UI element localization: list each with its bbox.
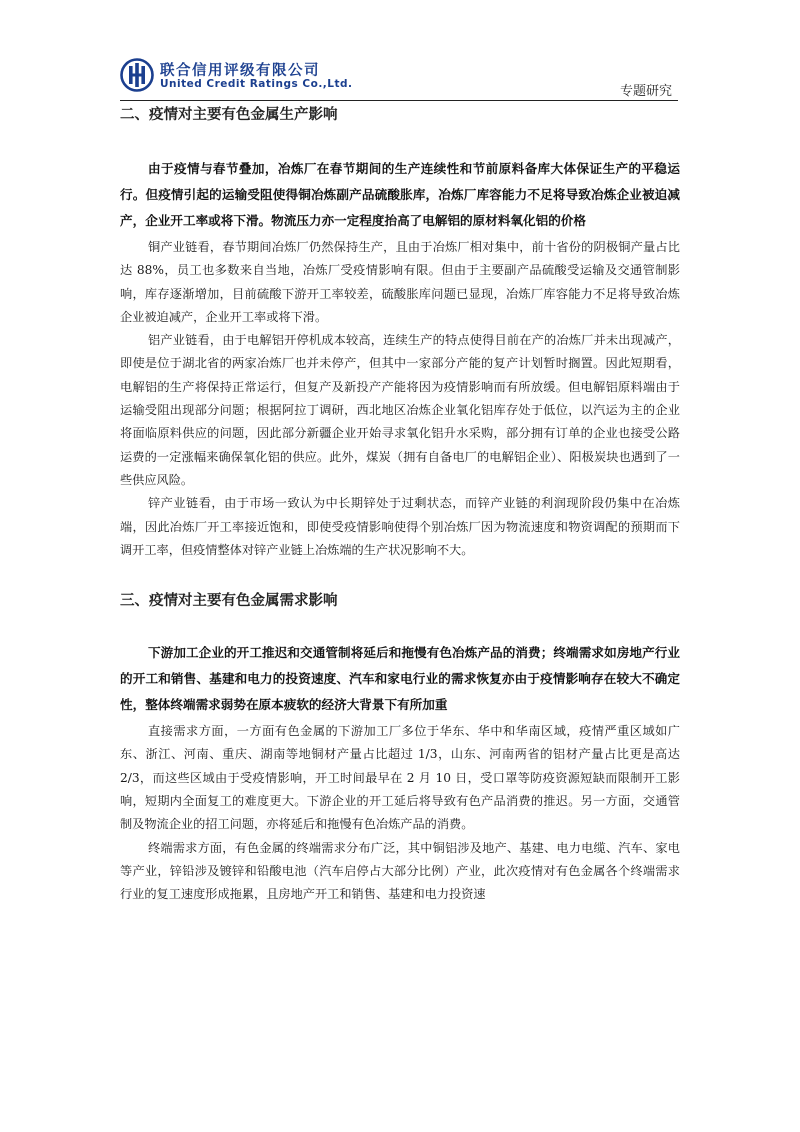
section-heading-production: 二、疫情对主要有色金属生产影响 <box>120 107 338 123</box>
document-body <box>120 104 680 907</box>
header-section-label: 专题研究 <box>619 84 672 99</box>
company-logo-icon <box>120 58 154 92</box>
section-heading-demand: 三、疫情对主要有色金属需求影响 <box>120 593 338 610</box>
paragraph-terminal-demand: 终端需求方面，有色金属的终端需求分布广泛，其中铜铝涉及地产、基建、电力电缆、汽车、家电等产业，锌铅涉及镀锌和铅酸电池（汽车启停占大部分比例）产业，此次疫情对有色金属各个终端需求行业的复工速度形成拖累，且房地产开工和销售、基建和电力投资速 <box>120 840 680 902</box>
header-divider <box>120 100 678 101</box>
paragraph-copy-industry: 铜产业链看，春节期间冶炼厂仍然保持生产，且由于冶炼厂相对集中，前十省份的阴极铜产量占比达 88%，员工也多数来自当地，冶炼厂受疫情影响有限。但由于主要副产品硫酸受运输及交通管制影响，库存逐渐增加，目前硫酸下游开工率较差，硫酸胀库问题已显现，冶炼厂库容能力不足将导致冶炼企业被迫减产，企业开工率或将下滑。 <box>120 240 680 324</box>
section-summary-demand: 下游加工企业的开工推迟和交通管制将延后和拖慢有色冶炼产品的消费；终端需求如房地产行业的开工和销售、基建和电力的投资速度、汽车和家电行业的需求恢复亦由于疫情影响存在较大不确定性，整体终端需求弱势在原本疲软的经济大背景下有所加重 <box>120 645 680 713</box>
page-header <box>120 56 678 102</box>
paragraph-direct-demand: 直接需求方面，一方面有色金属的下游加工厂多位于华东、华中和华南区域，疫情严重区域如广东、浙江、河南、重庆、湖南等地铜材产量占比超过 1/3，山东、河南两省的铝材产量占比更是高达 2/3，而这些区域由于受疫情影响，开工时间最早在 2 月 10 日，受口罩等防疫资源短缺而限制开工影响，短期内全面复工的难度更大。下游企业的开工延后将导致有色产品消费的推迟。另一方面，交通管制及物流企业的招工问题，亦将延后和拖慢有色冶炼产品的消费。 <box>120 724 680 832</box>
company-name-cn: 联合信用评级有限公司 <box>160 63 320 79</box>
company-logo <box>120 56 360 96</box>
company-name-en: United Credit Ratings Co.,Ltd. <box>160 78 353 90</box>
section-summary-production: 由于疫情与春节叠加，冶炼厂在春节期间的生产连续性和节前原料备库大体保证生产的平稳运行。但疫情引起的运输受阻使得铜冶炼副产品硫酸胀库，冶炼厂库容能力不足将导致冶炼企业被迫减产，企业开工率或将下滑。物流压力亦一定程度抬高了电解铝的原材料氧化铝的价格 <box>120 161 680 228</box>
paragraph-aluminum-industry: 铝产业链看，由于电解铝开停机成本较高，连续生产的特点使得目前在产的冶炼厂并未出现减产，即使是位于湖北省的两家冶炼厂也并未停产，但其中一家部分产能的复产计划暂时搁置。因此短期看，电解铝的生产将保持正常运行，但复产及新投产产能将因为疫情影响而有所放缓。但电解铝原料端由于运输受阻出现部分问题；根据阿拉丁调研，西北地区冶炼企业氧化铝库存处于低位，以汽运为主的企业将面临原料供应的问题，因此部分新疆企业开始寻求氧化铝升水采购，部分拥有订单的企业也接受公路运费的一定涨幅来确保氧化铝的供应。此外，煤炭（拥有自备电厂的电解铝企业）、阳极炭块也遇到了一些供应风险。 <box>120 333 680 487</box>
paragraph-zinc-industry: 锌产业链看，由于市场一致认为中长期锌处于过剩状态，而锌产业链的利润现阶段仍集中在冶炼端，因此冶炼厂开工率接近饱和，即使受疫情影响使得个别冶炼厂因为物流速度和物资调配的预期而下调开工率，但疫情整体对锌产业链上冶炼端的生产状况影响不大。 <box>120 496 680 557</box>
